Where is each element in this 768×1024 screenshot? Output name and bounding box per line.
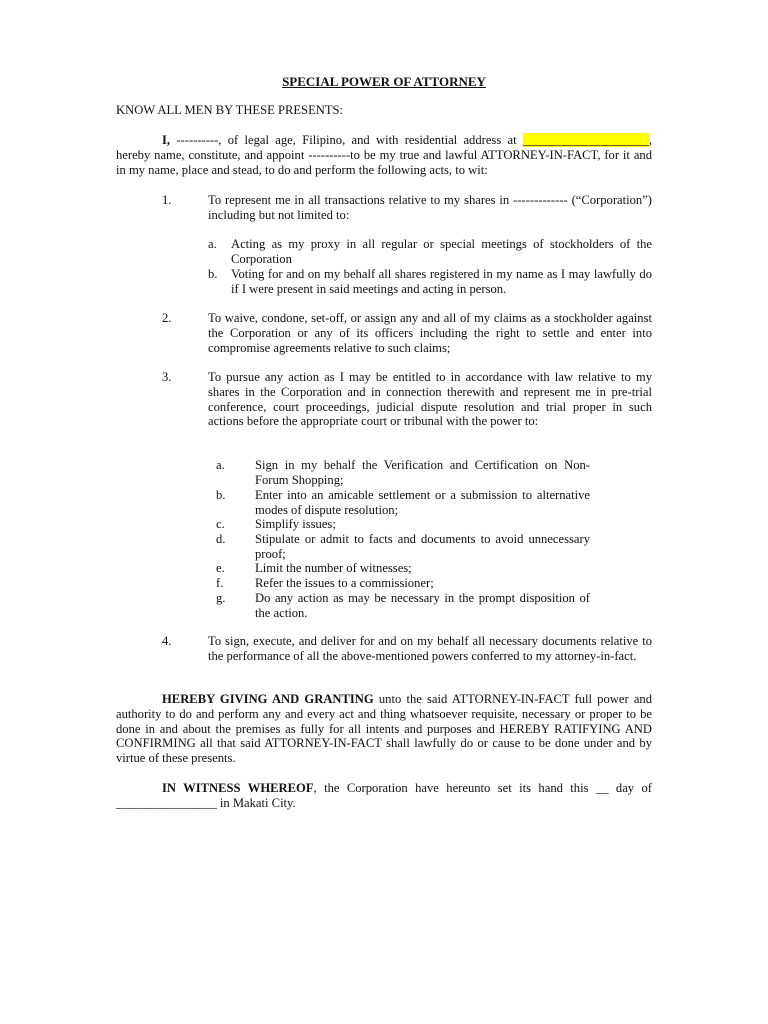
intro-paragraph xyxy=(116,133,652,177)
date-blank: ________________ xyxy=(116,795,217,810)
sub-item-letter: f. xyxy=(216,576,224,590)
know-all-heading: KNOW ALL MEN BY THESE PRESENTS: xyxy=(116,103,344,117)
item-text: To waive, condone, set-off, or assign any and all of my claims as a stockholder against the Corporation or any of its officers including the right to settle and enter into compromise agreements relative to such claims; xyxy=(208,311,652,355)
sub-item-text: Do any action as may be necessary in the prompt disposition of the action. xyxy=(255,591,590,620)
sub-item-text: Acting as my proxy in all regular or special meetings of stockholders of the Corporation xyxy=(231,237,652,266)
intro-pronoun: I, xyxy=(162,133,171,147)
sub-item-letter: d. xyxy=(216,532,226,546)
sub-item-letter: b. xyxy=(216,488,226,502)
witness-paragraph xyxy=(116,781,652,811)
item-text: To pursue any action as I may be entitled to in accordance with law relative to my shares in the Corporation and in connection therewith and represent me in pre-trial conference, court proceedings, judicial dispute resolution and trial proper in such actions before the appropriate court or tribunal with the power to: xyxy=(208,370,652,429)
sub-item-text: Limit the number of witnesses; xyxy=(255,561,412,575)
item-number: 4. xyxy=(162,634,172,648)
sub-item-letter: b. xyxy=(208,267,218,281)
sub-item-text: Sign in my behalf the Verification and Certification on Non-Forum Shopping; xyxy=(255,458,590,487)
item-number: 3. xyxy=(162,370,172,384)
sub-item-text: Simplify issues; xyxy=(255,517,336,531)
sub-item-letter: g. xyxy=(216,591,226,605)
granting-paragraph xyxy=(116,692,652,766)
sub-item-letter: a. xyxy=(208,237,217,251)
sub-item-text: Refer the issues to a commissioner; xyxy=(255,576,434,590)
witness-text-3: in Makati City. xyxy=(216,795,296,810)
witness-bold: IN WITNESS WHEREOF xyxy=(162,781,314,795)
witness-text-1: , the Corporation have hereunto set its hand this xyxy=(313,781,596,795)
item-number: 2. xyxy=(162,311,172,325)
day-blank: __ xyxy=(595,781,609,795)
item-number: 1. xyxy=(162,193,172,207)
intro-text-2: , hereby name, constitute, and appoint ----------to be my true and lawful ATTORNEY-IN-FACT, for it and in my name, place and stead, to do and perform the following acts, to wit: xyxy=(116,133,652,177)
sub-item-letter: a. xyxy=(216,458,225,472)
sub-item-text: Stipulate or admit to facts and documents to avoid unnecessary proof; xyxy=(255,532,590,561)
granting-bold: HEREBY GIVING AND GRANTING xyxy=(162,692,374,706)
sub-item-letter: c. xyxy=(216,517,225,531)
intro-text-1: ----------, of legal age, Filipino, and with residential address at xyxy=(170,133,523,147)
granting-text: unto the said ATTORNEY-IN-FACT full power and authority to do and perform any and every act and thing whatsoever requisite, necessary or proper to be done in and about the premises as fully for all intents and purposes and HEREBY RATIFYING AND CONFIRMING all that said ATTORNEY-IN-FACT shall lawfully do or cause to be done under and by virtue of these presents. xyxy=(116,692,653,766)
item-text: To sign, execute, and deliver for and on my behalf all necessary documents relative to the performance of all the above-mentioned powers conferred to my attorney-in-fact. xyxy=(208,634,652,663)
sub-item-text: Voting for and on my behalf all shares registered in my name as I may lawfully do if I were present in said meetings and acting in person. xyxy=(231,267,652,296)
sub-item-letter: e. xyxy=(216,561,225,575)
address-blank: ____________________ xyxy=(522,133,649,147)
document-title: SPECIAL POWER OF ATTORNEY xyxy=(282,74,486,89)
item-text: To represent me in all transactions relative to my shares in ------------- (“Corporation”) including but not limited to: xyxy=(208,193,652,222)
sub-item-text: Enter into an amicable settlement or a submission to alternative modes of dispute resolution; xyxy=(255,488,590,517)
witness-text-2: day of xyxy=(608,781,652,795)
